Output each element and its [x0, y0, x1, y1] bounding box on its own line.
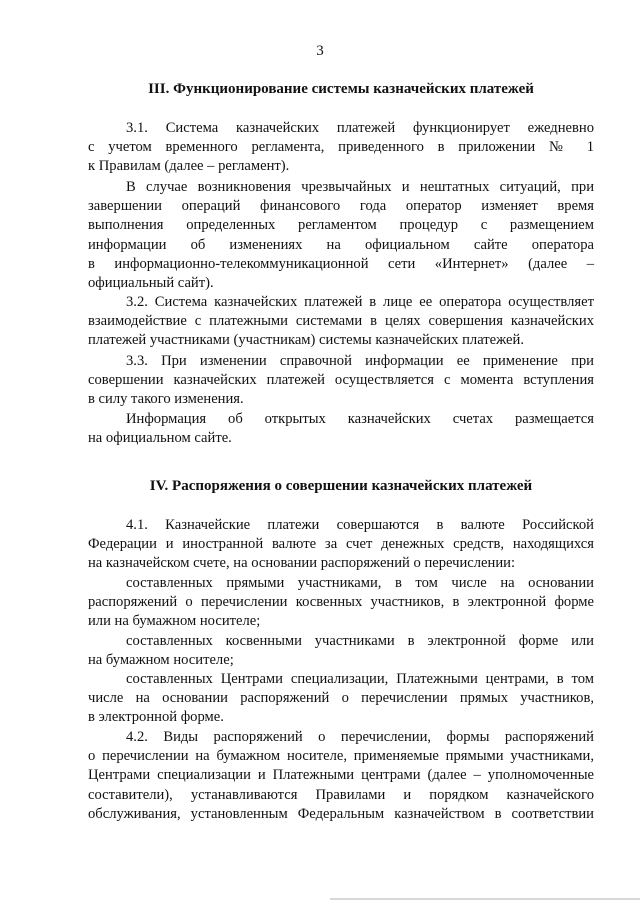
text-line: или на бумажном носителе;: [88, 613, 261, 630]
text-line: 4.1. Казначейские платежи совершаются в валюте Российской: [126, 517, 594, 533]
paragraph-3-3: [88, 352, 594, 410]
text-line: на казначейском счете, на основании распоряжений о перечислении:: [88, 555, 516, 572]
text-line: 3.2. Система казначейских платежей в лице ее оператора осуществляет: [126, 294, 594, 310]
text-line: Информация об открытых казначейских счетах размещается: [126, 411, 594, 427]
text-line: числе на основании распоряжений о перечислении прямых участников,: [88, 690, 594, 707]
page-number: 3: [316, 43, 324, 59]
text-line: выполнения определенных регламентом процедур с размещением: [88, 217, 594, 234]
section-heading-iv: IV. Распоряжения о совершении казначейских платежей: [149, 478, 533, 494]
text-line: составители), устанавливаются Правилами и порядком казначейского: [88, 786, 594, 803]
text-line: в силу такого изменения.: [88, 391, 244, 408]
text-line: платежей участниками (участникам) системы казначейских платежей.: [88, 332, 524, 349]
text-line: завершении операций финансового года оператор изменяет время: [88, 198, 594, 215]
paragraph-open-accounts: [88, 410, 594, 448]
text-line: обслуживания, установленным Федеральным казначейством в соответствии: [88, 805, 594, 822]
scan-edge-divider: [330, 898, 640, 900]
text-line: взаимодействие с платежными системами в целях совершения казначейских: [88, 313, 594, 330]
list-item-centers: [88, 670, 594, 728]
text-line: в информационно-телекоммуникационной сети «Интернет» (далее –: [88, 255, 594, 272]
text-line: на официальном сайте.: [88, 430, 232, 447]
paragraph-3-2: [88, 293, 594, 351]
text-line: 4.2. Виды распоряжений о перечислении, формы распоряжений: [126, 729, 594, 745]
text-line: информации об изменениях на официальном сайте оператора: [88, 236, 594, 253]
text-line: о перечислении на бумажном носителе, применяемые прямыми участниками,: [88, 748, 594, 765]
paragraph-emergency: [88, 178, 594, 293]
text-line: в электронной форме.: [88, 709, 224, 726]
text-line: Федерации и иностранной валюте за счет денежных средств, находящихся: [88, 536, 594, 553]
text-line: В случае возникновения чрезвычайных и нештатных ситуаций, при: [126, 179, 594, 195]
paragraph-4-1: [88, 516, 594, 574]
paragraph-4-2: [88, 728, 594, 824]
paragraph-3-1: [88, 119, 594, 177]
text-line: официальный сайт).: [88, 275, 214, 292]
text-line: 3.1. Система казначейских платежей функционирует ежедневно: [126, 120, 594, 136]
text-line: с учетом временного регламента, приведенного в приложении № 1: [88, 139, 594, 156]
section-heading-iii: III. Функционирование системы казначейских платежей: [148, 81, 534, 97]
text-line: распоряжений о перечислении косвенных участников, в электронной форме: [88, 594, 594, 611]
text-line: Центрами специализации и Платежными центрами (далее – уполномоченные: [88, 767, 594, 784]
list-item-indirect: [88, 632, 594, 670]
text-line: к Правилам (далее – регламент).: [88, 158, 290, 175]
text-line: составленных Центрами специализации, Платежными центрами, в том: [126, 671, 594, 687]
text-line: на бумажном носителе;: [88, 652, 234, 669]
text-line: составленных косвенными участниками в электронной форме или: [126, 633, 594, 649]
text-line: составленных прямыми участниками, в том числе на основании: [126, 575, 594, 591]
list-item-direct: [88, 574, 594, 632]
text-line: 3.3. При изменении справочной информации ее применение при: [126, 353, 594, 369]
text-line: совершении казначейских платежей осуществляется с момента вступления: [88, 372, 594, 389]
